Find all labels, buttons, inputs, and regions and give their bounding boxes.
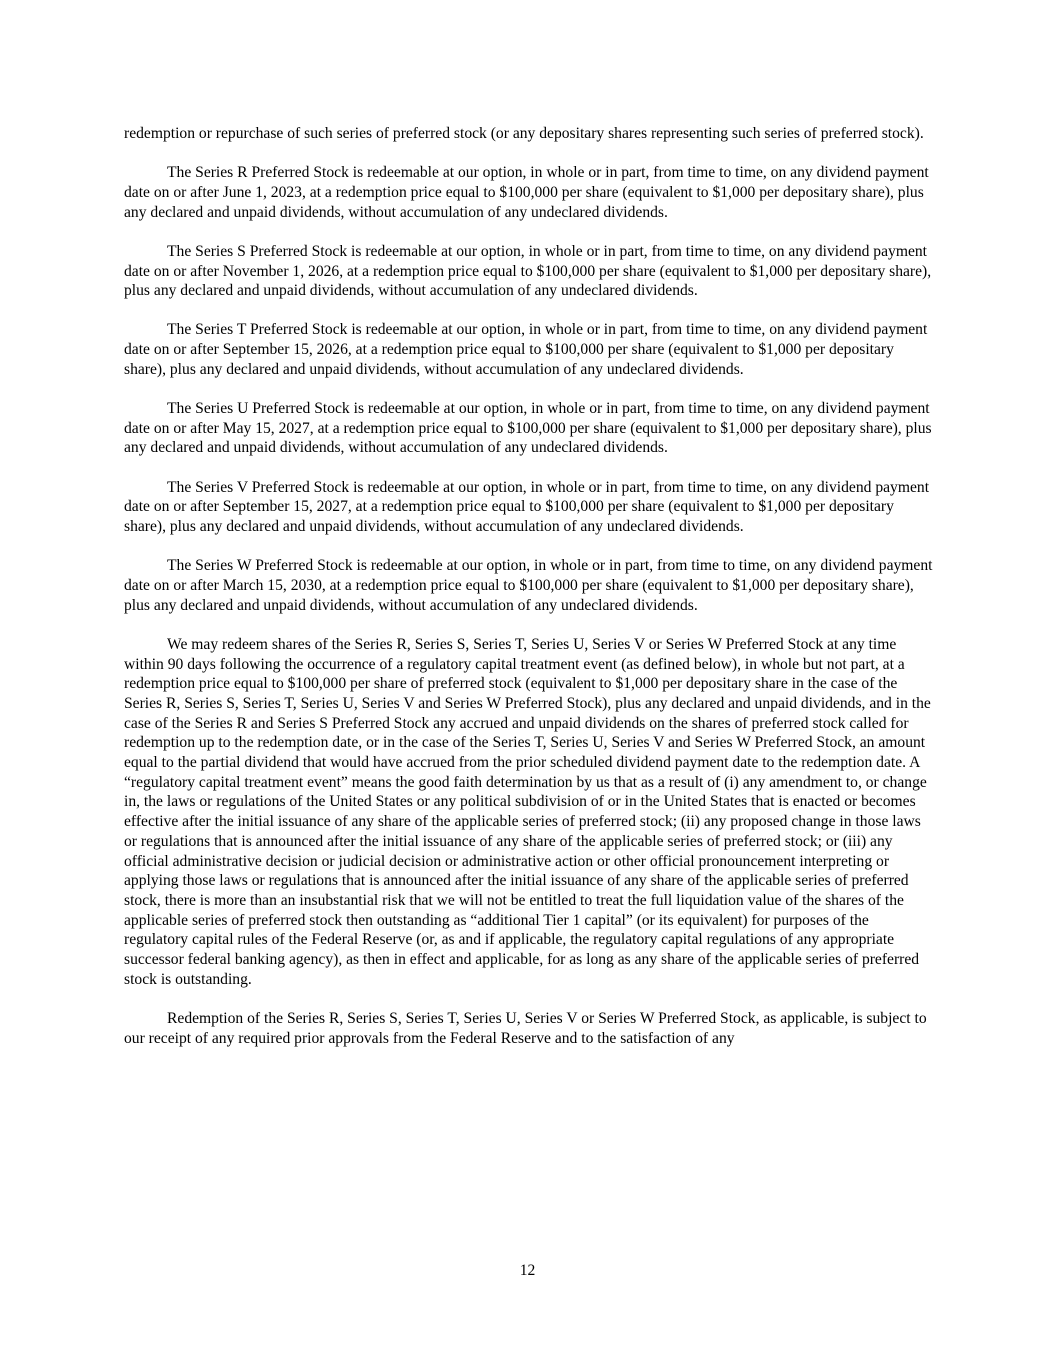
paragraph-series-t-redemption: The Series T Preferred Stock is redeemable at our option, in whole or in part, from time to time, on any dividend payment date on or after September 15, 2026, at a redemption price equal to $100,000 per share (equivalent to $1,000 per depositary share), plus any declared and unpaid dividends, without accumulation of any undeclared dividends. [124,321,928,378]
paragraph-continuation: redemption or repurchase of such series of preferred stock (or any depositary shares representing such series of preferred stock). [124,125,924,142]
paragraph-series-w-redemption: The Series W Preferred Stock is redeemable at our option, in whole or in part, from time to time, on any dividend payment date on or after March 15, 2030, at a redemption price equal to $100,000 per share (equivalent to $1,000 per depositary share), plus any declared and unpaid dividends, without accumulation of any undeclared dividends. [124,557,933,614]
paragraph-series-u-redemption: The Series U Preferred Stock is redeemable at our option, in whole or in part, from time to time, on any dividend payment date on or after May 15, 2027, at a redemption price equal to $100,000 per share (equivalent to $1,000 per depositary share), plus any declared and unpaid dividends, without accumulation of any undeclared dividends. [124,400,932,457]
page-number: 12 [519,1262,536,1279]
document-body [124,124,934,1068]
paragraph-regulatory-capital-event: We may redeem shares of the Series R, Series S, Series T, Series U, Series V or Series W Preferred Stock at any time within 90 days following the occurrence of a regulatory capital treatment event (as defined below), in whole but not part, at a redemption price equal to $100,000 per share of preferred stock (equivalent to $1,000 per depositary share in the case of the Series R, Series S, Series T, Series U, Series V and Series W Preferred Stock), plus any declared and unpaid dividends, and in the case of the Series R and Series S Preferred Stock any accrued and unpaid dividends on the shares of preferred stock called for redemption up to the redemption date, or in the case of the Series T, Series U, Series V and Series W Preferred Stock, an amount equal to the partial dividend that would have accrued from the prior scheduled dividend payment date to the redemption date. A “regulatory capital treatment event” means the good faith determination by us that as a result of (i) any amendment to, or change in, the laws or regulations of the United States or any political subdivision of or in the United States that is enacted or becomes effective after the initial issuance of any share of the applicable series of preferred stock; (ii) any proposed change in those laws or regulations that is announced after the initial issuance of any share of the applicable series of preferred stock; or (iii) any official administrative decision or judicial decision or administrative action or other official pronouncement interpreting or applying those laws or regulations that is announced after the initial issuance of any share of the applicable series of preferred stock, there is more than an insubstantial risk that we will not be entitled to treat the full liquidation value of the shares of the applicable series of preferred stock then outstanding as “additional Tier 1 capital” (or its equivalent) for purposes of the regulatory capital rules of the Federal Reserve (or, as and if applicable, the regulatory capital regulations of any appropriate successor federal banking agency), as then in effect and applicable, for as long as any share of the applicable series of preferred stock is outstanding. [124,635,931,988]
paragraph-redemption-approvals: Redemption of the Series R, Series S, Series T, Series U, Series V or Series W Preferred Stock, as applicable, is subject to our receipt of any required prior approvals from the Federal Reserve and to the satisfaction of any [124,1010,927,1047]
paragraph-series-s-redemption: The Series S Preferred Stock is redeemable at our option, in whole or in part, from time to time, on any dividend payment date on or after November 1, 2026, at a redemption price equal to $100,000 per share (equivalent to $1,000 per depositary share), plus any declared and unpaid dividends, without accumulation of any undeclared dividends. [124,242,932,300]
paragraph-series-v-redemption: The Series V Preferred Stock is redeemable at our option, in whole or in part, from time to time, on any dividend payment date on or after September 15, 2027, at a redemption price equal to $100,000 per share (equivalent to $1,000 per depositary share), plus any declared and unpaid dividends, without accumulation of any undeclared dividends. [124,478,930,536]
paragraph-series-r-redemption: The Series R Preferred Stock is redeemable at our option, in whole or in part, from time to time, on any dividend payment date on or after June 1, 2023, at a redemption price equal to $100,000 per share (equivalent to $1,000 per depositary share), plus any declared and unpaid dividends, without accumulation of any undeclared dividends. [124,164,929,221]
